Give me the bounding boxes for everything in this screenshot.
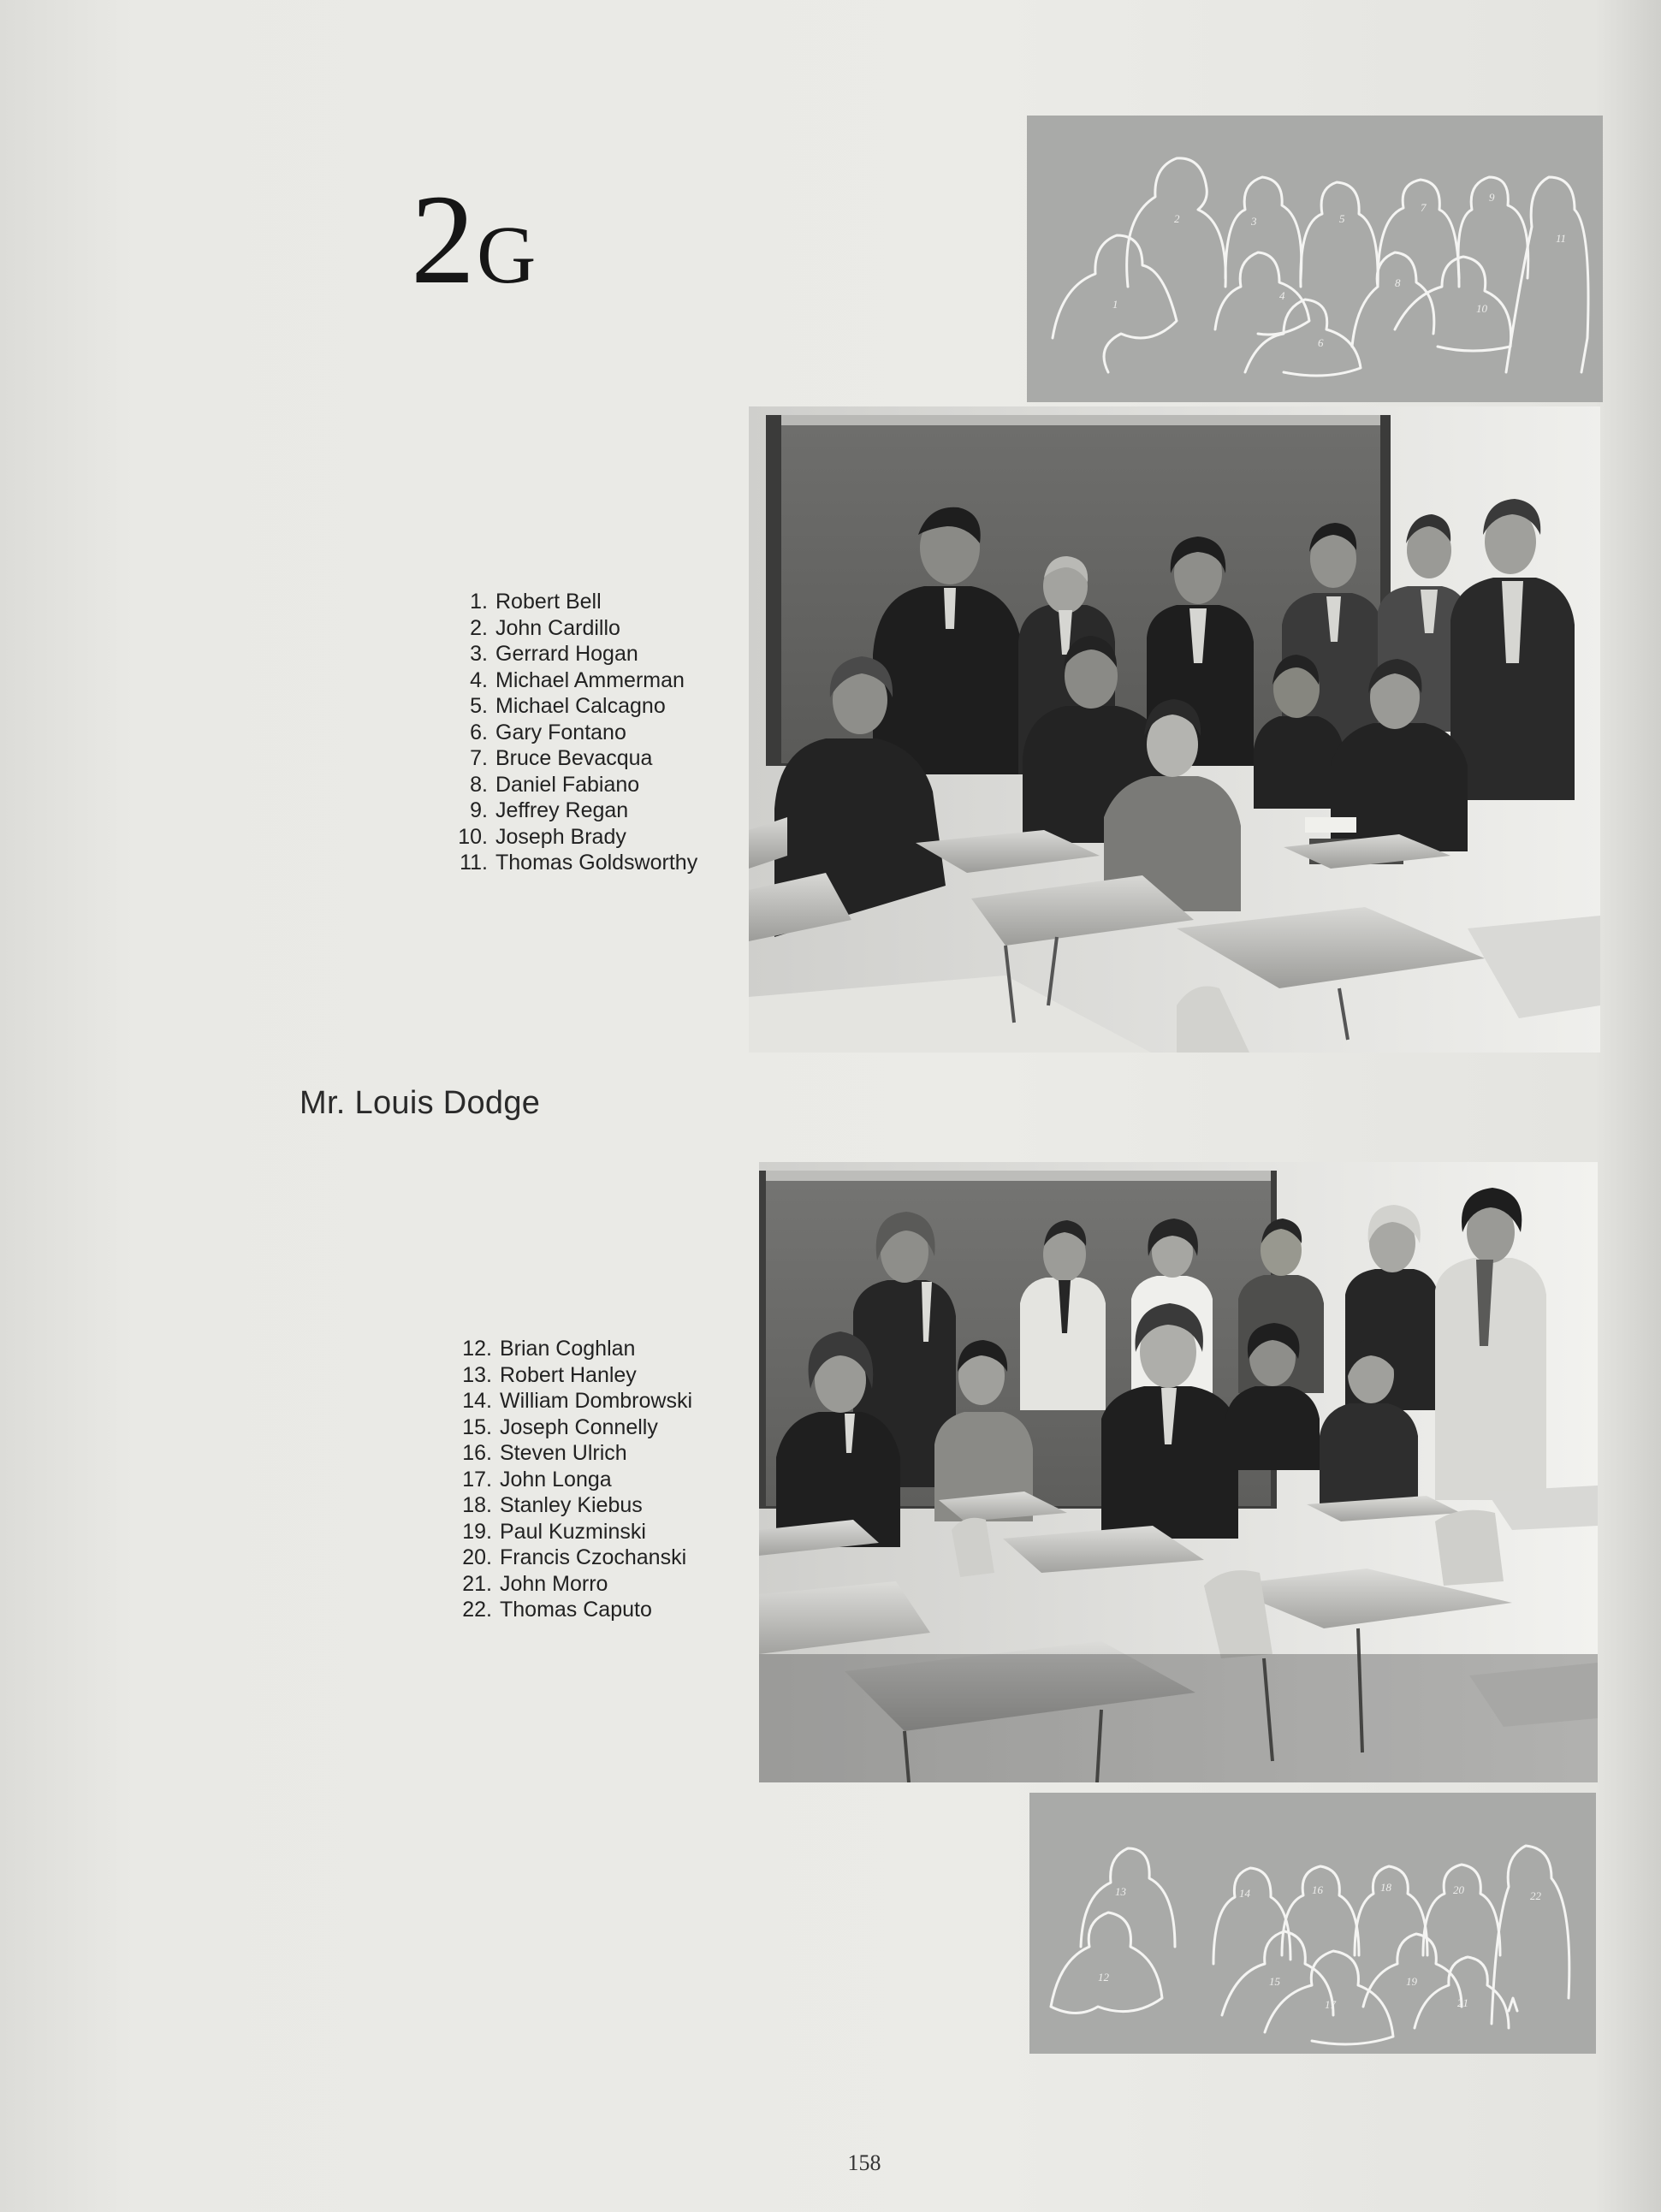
key-1-label-8: 8	[1395, 276, 1401, 289]
class-photo-top	[749, 406, 1600, 1053]
list-item: 10. Joseph Brady	[458, 824, 626, 849]
key-2-label-22: 22	[1530, 1889, 1541, 1902]
key-2-label-16: 16	[1312, 1883, 1323, 1896]
list-item: 2. John Cardillo	[470, 615, 620, 640]
key-2-label-12: 12	[1098, 1971, 1109, 1984]
list-item: 20. Francis Czochanski	[462, 1545, 687, 1569]
list-item: 14. William Dombrowski	[462, 1389, 693, 1413]
key-1-label-3: 3	[1251, 215, 1257, 228]
key-1-label-2: 2	[1174, 212, 1180, 225]
homeroom-heading	[411, 169, 537, 311]
key-1-label-11: 11	[1556, 232, 1567, 245]
list-item: 8. Daniel Fabiano	[470, 772, 640, 797]
roster-list-group-1	[445, 589, 697, 876]
list-item: 18. Stanley Kiebus	[462, 1493, 643, 1517]
list-item: 6. Gary Fontano	[470, 720, 626, 744]
list-item: 11. Thomas Goldsworthy	[460, 851, 698, 875]
list-item: 4. Michael Ammerman	[470, 667, 685, 692]
list-item: 17. John Longa	[462, 1467, 612, 1491]
key-2-label-17: 17	[1325, 1998, 1336, 2011]
silhouette-outline-icon	[1029, 1793, 1596, 2054]
list-item: 7. Bruce Bevacqua	[470, 746, 653, 770]
list-item: 19. Paul Kuzminski	[462, 1519, 646, 1544]
list-item: 5. Michael Calcagno	[470, 694, 666, 718]
roster-list-group-2	[449, 1336, 692, 1623]
identification-key-top	[1027, 116, 1603, 402]
list-item: 16. Steven Ulrich	[462, 1441, 627, 1465]
key-1-label-10: 10	[1476, 302, 1487, 315]
key-1-label-7: 7	[1421, 201, 1427, 214]
key-2-label-13: 13	[1115, 1885, 1126, 1898]
key-2-label-20: 20	[1453, 1883, 1464, 1896]
list-item: 1. Robert Bell	[470, 590, 602, 614]
key-1-label-5: 5	[1339, 212, 1345, 225]
key-2-label-18: 18	[1380, 1881, 1391, 1894]
key-1-label-9: 9	[1489, 191, 1495, 204]
key-1-label-6: 6	[1318, 336, 1324, 349]
list-item: 13. Robert Hanley	[462, 1362, 637, 1387]
homeroom-letter: G	[477, 209, 537, 300]
list-item: 15. Joseph Connelly	[462, 1414, 658, 1439]
list-item: 21. John Morro	[462, 1571, 608, 1596]
list-item: 12. Brian Coghlan	[462, 1337, 636, 1361]
key-2-label-21: 21	[1457, 1996, 1468, 2009]
identification-key-bottom	[1029, 1793, 1596, 2054]
homeroom-number: 2	[411, 169, 475, 311]
page-number: 158	[847, 2150, 881, 2175]
key-1-label-4: 4	[1279, 289, 1285, 302]
key-1-label-1: 1	[1112, 298, 1118, 311]
key-2-label-19: 19	[1406, 1975, 1417, 1988]
list-item: 3. Gerrard Hogan	[470, 642, 638, 666]
class-photo-bottom	[759, 1162, 1598, 1782]
list-item: 9. Jeffrey Regan	[470, 798, 629, 822]
teacher-name: Mr. Louis Dodge	[300, 1085, 541, 1121]
key-2-label-14: 14	[1239, 1887, 1250, 1900]
key-2-label-15: 15	[1269, 1975, 1280, 1988]
silhouette-outline-icon	[1027, 116, 1603, 402]
list-item: 22. Thomas Caputo	[462, 1598, 652, 1622]
